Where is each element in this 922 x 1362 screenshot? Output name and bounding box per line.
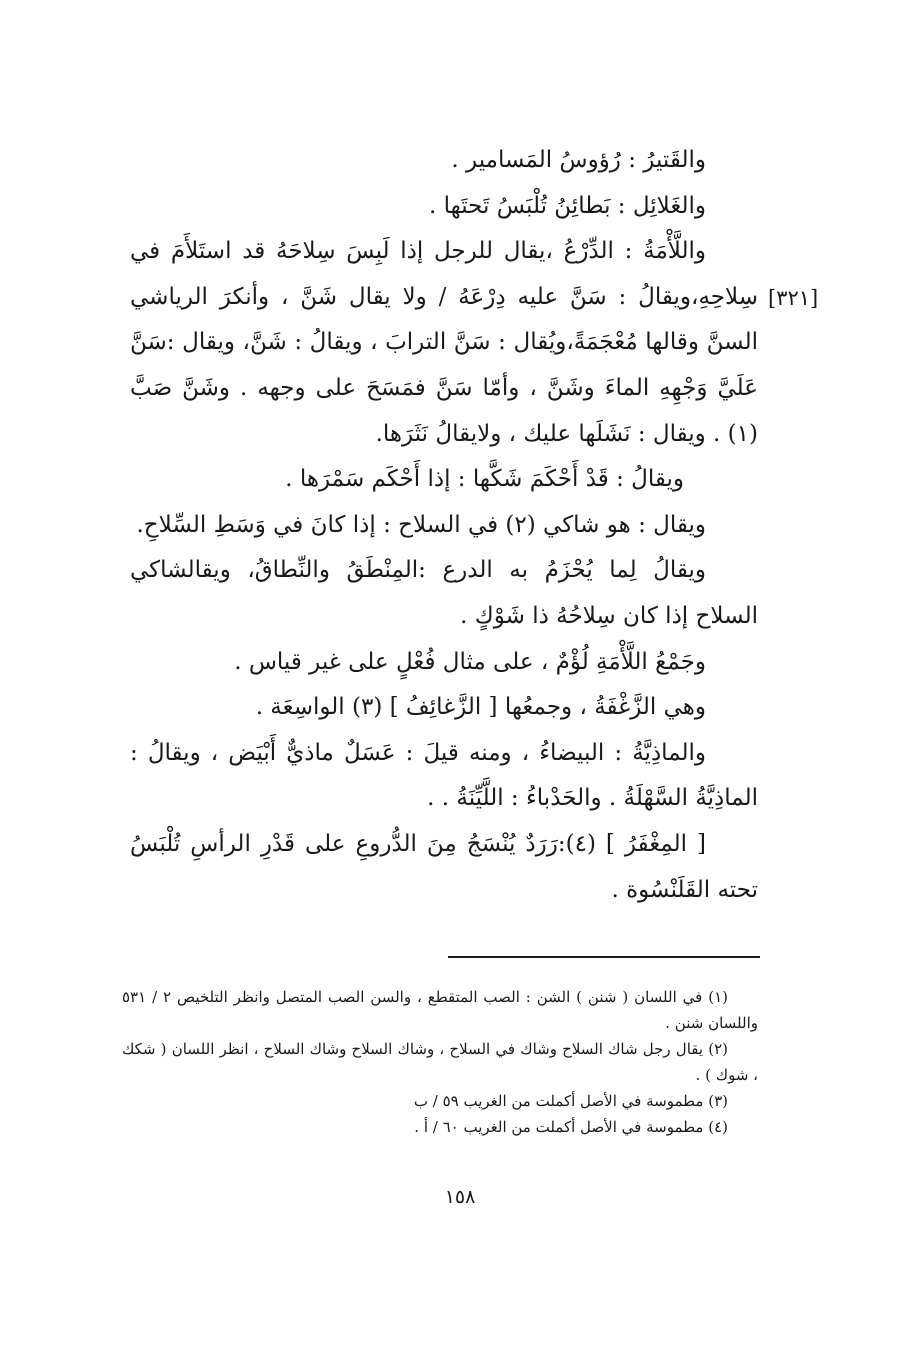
- paragraph-mintaq: ويقالُ لِما يُحْزَمُ به الدرع :المِنْطَقُ والنِّطاقُ، ويقالشاكي السلاح إذا كان سِلاحُهُ ذا شَوْكٍ .: [130, 557, 758, 629]
- footnote-2: (٢) يقال رجل شاك السلاح وشاك في السلاح ، وشاك السلاح وشاك السلاح ، انظر اللسان ( شكك ، شوك ) .: [122, 1040, 758, 1084]
- main-text: [130, 138, 758, 913]
- paragraph-qatir: والقَتيرُ : رُؤوسُ المَسامير .: [451, 147, 706, 173]
- footnote-1: (١) في اللسان ( شنن ) الشن : الصب المتقطع ، والسن الصب المتصل وانظر التلخيص ٢ / ٥٣١ واللسان شنن .: [122, 988, 758, 1032]
- paragraph-jam-lamah: وجَمْعُ اللَّأْمَةِ لُؤْمٌ ، على مثال فُعْلٍ على غير قياس .: [234, 648, 706, 675]
- footnote-4: (٤) مطموسة في الأصل أكملت من الغريب ٦٠ / أ .: [414, 1118, 728, 1136]
- margin-reference-number: [٣٢١]: [768, 286, 819, 310]
- paragraph-shaki: ويقال : هو شاكي (٢) في السلاح : إذا كانَ في وَسَطِ السِّلاحِ.: [136, 511, 706, 538]
- paragraph-zaghfah: وهي الزَّغْفَةُ ، وجمعُها [ الزَّغائِفُ ] (٣) الواسِعَة .: [255, 694, 706, 721]
- page-number: ١٥٨: [444, 1186, 476, 1208]
- paragraph-lamah: واللَّأْمَةُ : الدِّرْعُ ،يقال للرجل إذا لَبِسَ سِلاحَهُ قد استَلأَمَ في سِلاحِهِ،ويقالُ : سَنَّ عليه دِرْعَهُ / ولا يقال شَنَّ ، وأنكرَ الرياشي السنَّ وقالها مُعْجَمَةً،ويُقال : سَنَّ الترابَ ، ويقالُ : شَنَّ، ويقال :سَنَّ عَلَيَّ وَجْهِهِ الماءَ وشَنَّ ، وأمّا سَنَّ فمَسَحَ على وجهه . وشَنَّ صَبَّ (١) . ويقال : نَشَلَها عليك ، ولايقالُ نَثَرَها.: [130, 238, 758, 447]
- paragraph-mighfar: [ المِغْفَرُ ] (٤):رَرَدٌ يُنْسَجُ مِنَ الدُّروعِ على قَدْرِ الرأسِ تُلْبَسُ تحته القَلَنْسُوة .: [130, 830, 758, 903]
- footnotes: [122, 984, 758, 1140]
- paragraph-ahkam: ويقالُ : قَدْ أَحْكَمَ شَكَّها : إذا أَحْكَم سَمْرَها .: [285, 466, 684, 493]
- paragraph-ghalail: والغَلائِل : بَطائِنُ تُلْبَسُ تَحتَها .: [428, 192, 706, 219]
- footnote-3: (٣) مطموسة في الأصل أكملت من الغريب ٥٩ / ب: [413, 1092, 728, 1110]
- footnote-divider: [448, 956, 760, 958]
- paragraph-madhiyyah: والماذِيَّةُ : البيضاءُ ، ومنه قيلَ : عَسَلٌ ماذيٌّ أَبْيَض ، ويقالُ : الماذِيَّةُ السَّهْلَةُ . والحَدْباءُ : اللَّيِّنَةُ . .: [130, 739, 758, 812]
